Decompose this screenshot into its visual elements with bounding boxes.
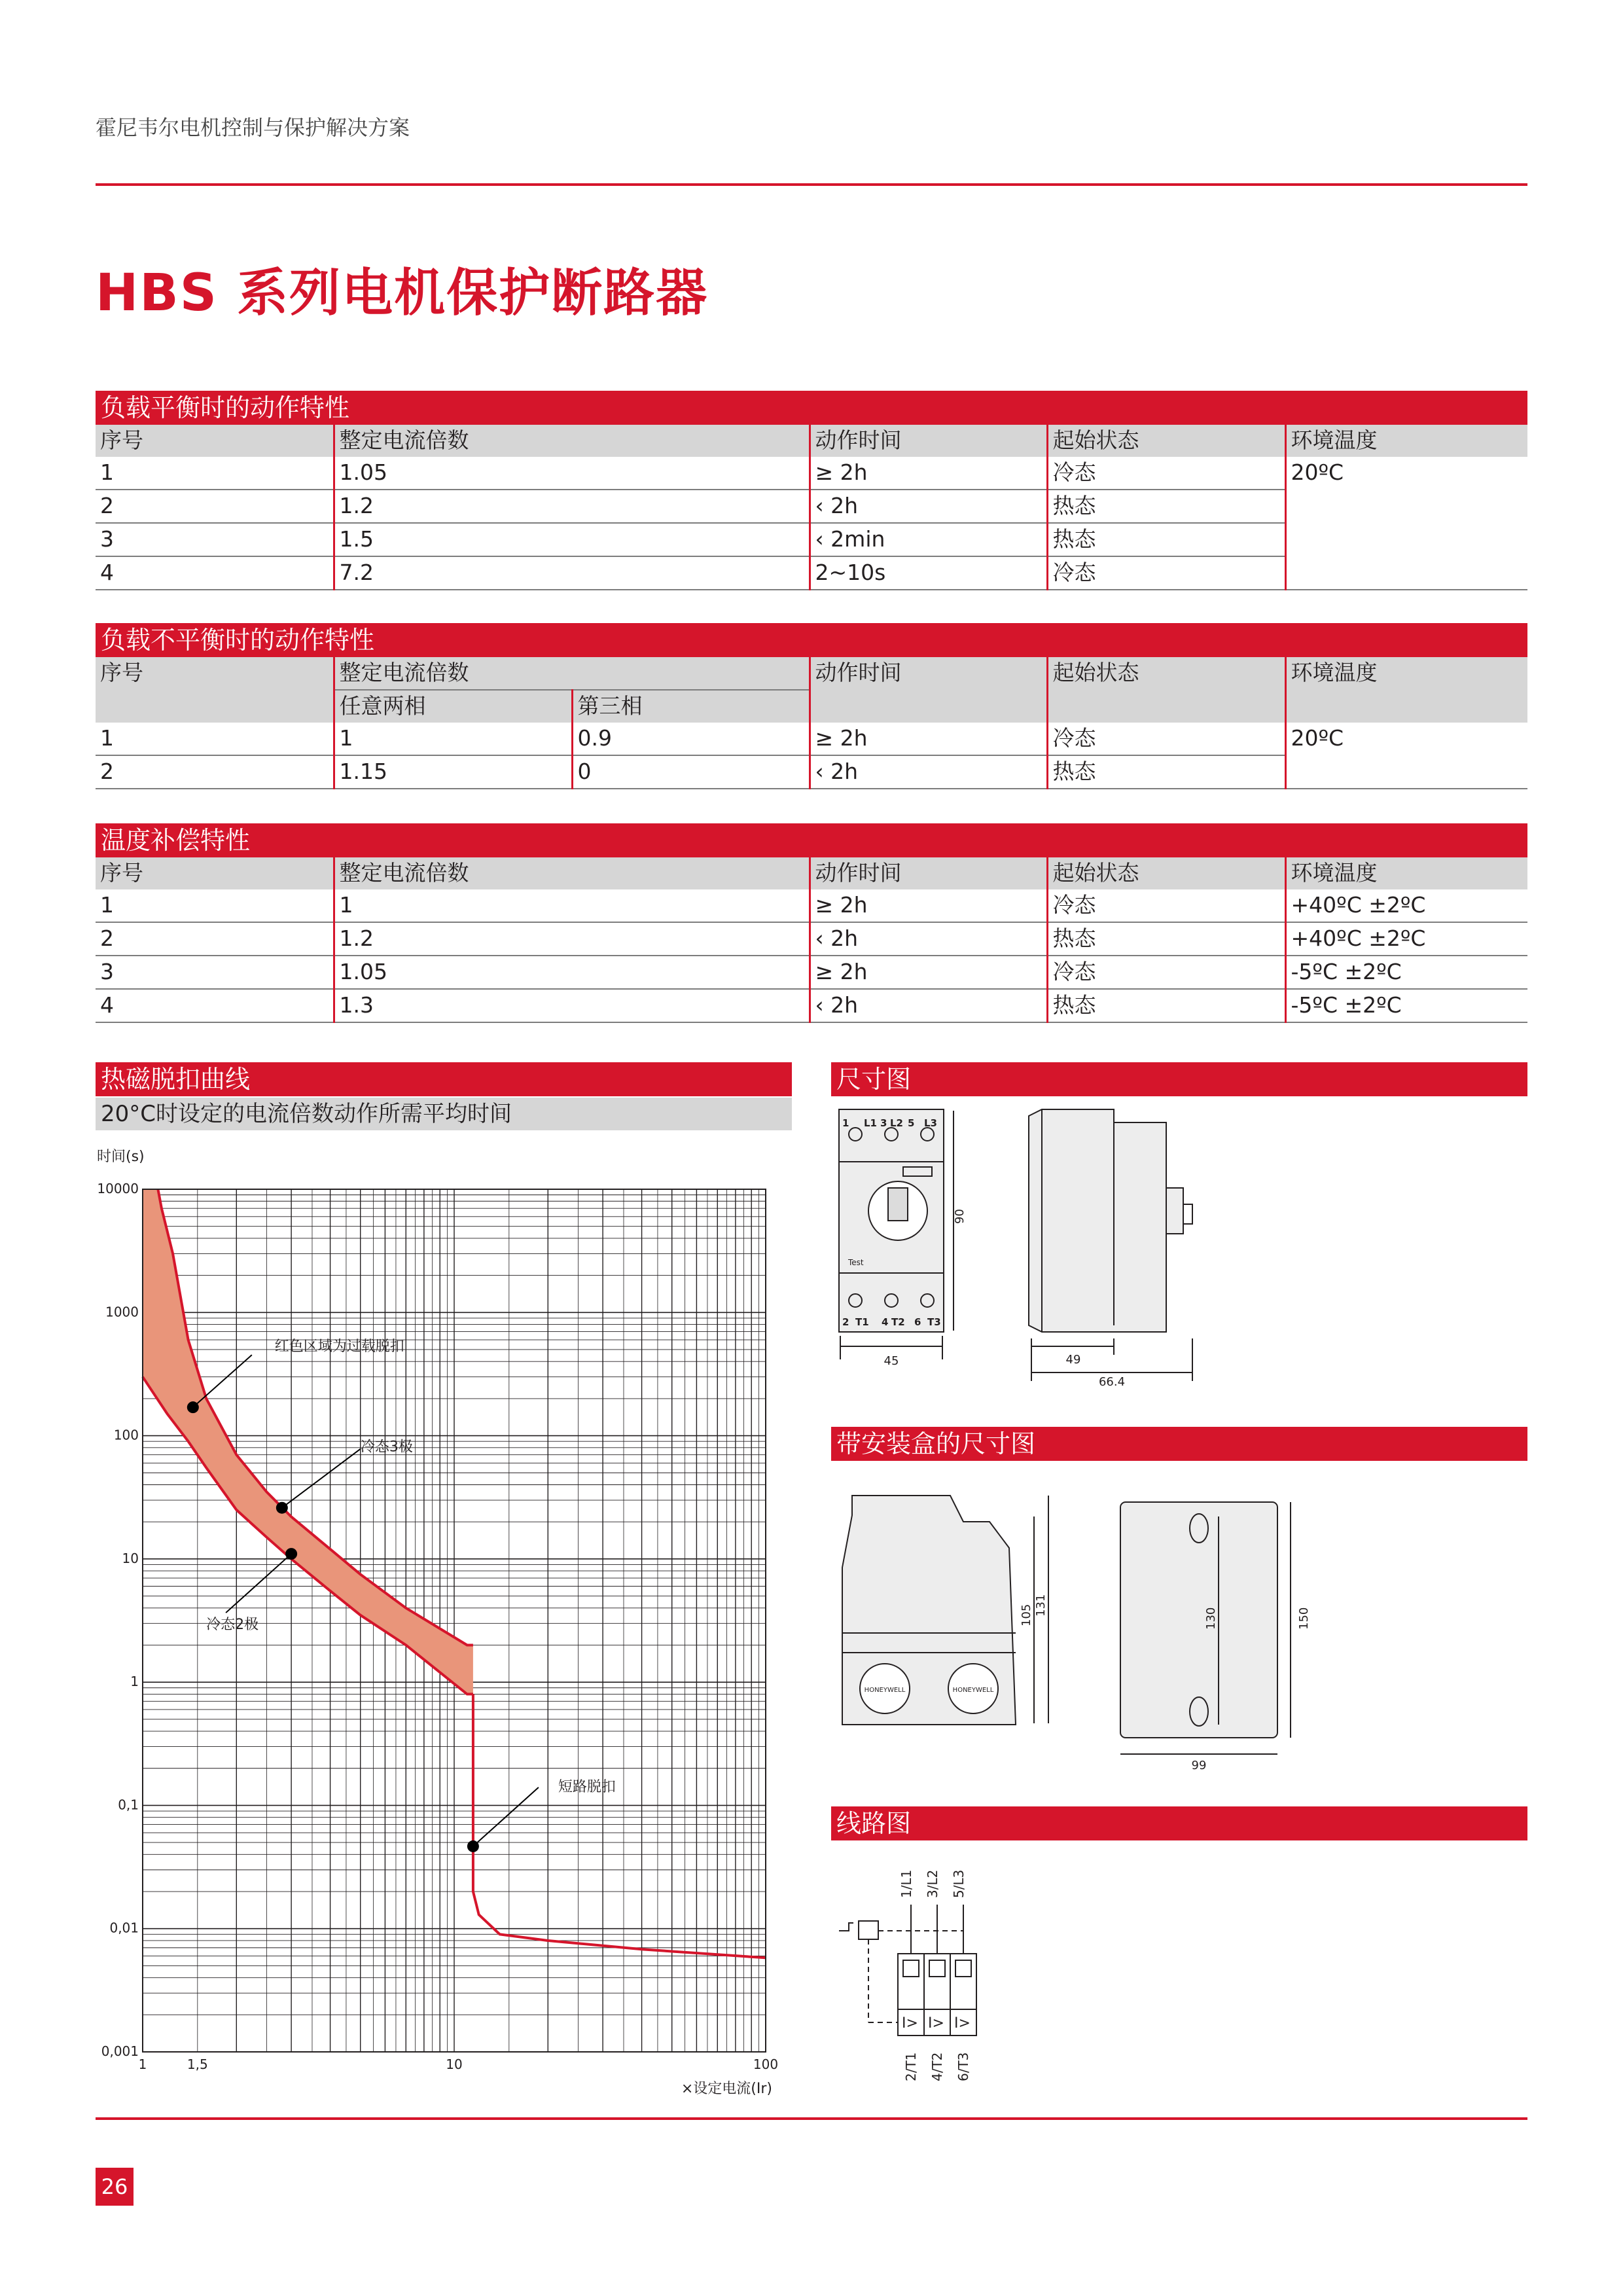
- table-cell: ≥ 2h: [810, 956, 1047, 989]
- table-cell: ‹ 2h: [810, 755, 1047, 789]
- col-header: 序号: [96, 425, 334, 457]
- col-header: 动作时间: [810, 857, 1047, 889]
- dim-h1: 105: [1020, 1604, 1033, 1626]
- table-cell: 冷态: [1047, 556, 1285, 590]
- table-cell: ≥ 2h: [810, 889, 1047, 922]
- y-tick-label: 0,01: [109, 1920, 139, 1936]
- terminal-label-t1: 2/T1: [903, 2052, 919, 2081]
- circuit-section-title: 线路图: [831, 1806, 1527, 1840]
- table-cell: 0.9: [572, 723, 810, 755]
- annotation-leader: [473, 1787, 539, 1846]
- ambient-cell: 20ºC: [1285, 723, 1527, 789]
- header-rule: [96, 183, 1527, 186]
- terminal-top-1: 1: [842, 1117, 849, 1129]
- table-cell: 冷态: [1047, 956, 1285, 989]
- col-header: 起始状态: [1047, 857, 1285, 889]
- dim-h2: 131: [1034, 1594, 1048, 1617]
- table-cell: 4: [96, 989, 334, 1022]
- col-header: 起始状态: [1047, 657, 1285, 723]
- col-header: 整定电流倍数: [334, 857, 810, 889]
- table-row: [96, 989, 1527, 1022]
- temperature-section-title: 温度补偿特性: [96, 823, 1527, 857]
- enclosure-drawing: [826, 1469, 1533, 1777]
- table-cell: 1.05: [334, 457, 810, 490]
- x-tick-label: 1,5: [187, 2056, 208, 2072]
- x-tick-label: 100: [753, 2056, 779, 2072]
- test-label: Test: [848, 1258, 864, 1267]
- x-axis-label: ×设定电流(Ir): [681, 2081, 772, 2097]
- y-tick-label: 1: [130, 1674, 139, 1690]
- terminal-label-l2: 3/L2: [925, 1869, 940, 1898]
- y-tick-label: 0,1: [118, 1797, 139, 1813]
- table-cell: 4: [96, 556, 334, 590]
- col-subheader: 第三相: [572, 690, 810, 723]
- table-header-row: [96, 425, 1527, 457]
- unbalanced-section-title: 负载不平衡时的动作特性: [96, 623, 1527, 657]
- page-number: 26: [96, 2168, 134, 2206]
- table-cell: 2: [96, 922, 334, 956]
- footer-rule: [96, 2117, 1527, 2120]
- terminal-bottom-6: 6: [914, 1316, 921, 1328]
- x-tick-label: 1: [138, 2056, 147, 2072]
- terminal-top-l2: L2: [890, 1117, 903, 1129]
- table-header-row: [96, 857, 1527, 889]
- y-tick-label: 10000: [97, 1181, 139, 1196]
- y-axis-label: 时间(s): [97, 1149, 145, 1165]
- dimension-section-title: 尺寸图: [831, 1062, 1527, 1096]
- table-cell: 1.05: [334, 956, 810, 989]
- col-header: 环境温度: [1285, 425, 1527, 457]
- curve-section-title: 热磁脱扣曲线: [96, 1062, 792, 1096]
- table-row: [96, 956, 1527, 989]
- terminal-bottom-4: 4: [882, 1316, 889, 1328]
- col-header: 动作时间: [810, 425, 1047, 457]
- dim-depth-b: 66.4: [1098, 1375, 1126, 1389]
- y-tick-label: 0,001: [101, 2043, 139, 2059]
- terminal-bottom-2: 2: [842, 1316, 849, 1328]
- chart-annotations: [187, 1338, 616, 1852]
- table-cell: 冷态: [1047, 889, 1285, 922]
- dim-h3: 130: [1204, 1607, 1218, 1630]
- annotation-leader: [282, 1449, 361, 1508]
- terminal-bottom-t3: T3: [927, 1316, 941, 1328]
- annotation-label: 短路脱扣: [558, 1778, 616, 1795]
- relay-symbol: I>: [928, 2015, 944, 2032]
- table-cell: 1: [96, 723, 334, 755]
- table-cell: 热态: [1047, 755, 1285, 789]
- ambient-cell: 20ºC: [1285, 457, 1527, 590]
- table-cell: ≥ 2h: [810, 457, 1047, 490]
- table-cell: 1: [96, 889, 334, 922]
- terminal-label-l1: 1/L1: [899, 1869, 914, 1898]
- table-cell: 1.3: [334, 989, 810, 1022]
- table-cell: 7.2: [334, 556, 810, 590]
- terminal-label-t3: 6/T3: [955, 2052, 971, 2081]
- table-row: [96, 889, 1527, 922]
- col-header: 序号: [96, 657, 334, 723]
- table-header-row: [96, 657, 1527, 690]
- table-cell: 2: [96, 490, 334, 523]
- table-row: [96, 922, 1527, 956]
- table-cell: -5ºC ±2ºC: [1285, 989, 1527, 1022]
- circuit-diagram: [826, 1846, 1101, 2094]
- enclosure-brand-mark: HONEYWELL: [952, 1687, 994, 1694]
- enclosure-back: [1120, 1502, 1277, 1738]
- brand-line: 霍尼韦尔电机控制与保护解决方案: [96, 115, 410, 140]
- dim-depth-a: 49: [1065, 1353, 1081, 1367]
- table-cell: 2: [96, 755, 334, 789]
- enclosure-brand-mark: HONEYWELL: [864, 1687, 906, 1694]
- dim-width: 99: [1191, 1759, 1207, 1772]
- balanced-table: [96, 425, 1527, 590]
- table-cell: 冷态: [1047, 723, 1285, 755]
- dim-h4: 150: [1297, 1607, 1311, 1630]
- trip-curve-chart: [92, 1139, 805, 2108]
- relay-symbol: I>: [954, 2015, 971, 2032]
- table-cell: 3: [96, 523, 334, 556]
- table-cell: 热态: [1047, 490, 1285, 523]
- terminal-label-l3: 5/L3: [951, 1869, 967, 1898]
- col-header: 环境温度: [1285, 657, 1527, 723]
- col-header: 环境温度: [1285, 857, 1527, 889]
- table-cell: 1: [334, 723, 572, 755]
- col-subheader: 任意两相: [334, 690, 572, 723]
- balanced-section-title: 负载平衡时的动作特性: [96, 391, 1527, 425]
- series-line-short-circuit: [473, 1694, 766, 1958]
- table-cell: ‹ 2h: [810, 989, 1047, 1022]
- table-cell: 2~10s: [810, 556, 1047, 590]
- col-header: 起始状态: [1047, 425, 1285, 457]
- table-cell: 热态: [1047, 989, 1285, 1022]
- terminal-top-3: 3: [880, 1117, 887, 1129]
- table-cell: 1.2: [334, 922, 810, 956]
- table-cell: ‹ 2h: [810, 490, 1047, 523]
- table-cell: 1.2: [334, 490, 810, 523]
- table-cell: 1.5: [334, 523, 810, 556]
- annotation-label: 冷态3极: [360, 1439, 413, 1456]
- dimension-drawing: [826, 1103, 1533, 1391]
- y-tick-label: 10: [122, 1550, 139, 1566]
- table-cell: +40ºC ±2ºC: [1285, 922, 1527, 956]
- table-cell: 冷态: [1047, 457, 1285, 490]
- table-cell: 热态: [1047, 523, 1285, 556]
- enclosure-section-title: 带安装盒的尺寸图: [831, 1427, 1527, 1461]
- table-cell: +40ºC ±2ºC: [1285, 889, 1527, 922]
- table-cell: 0: [572, 755, 810, 789]
- table-row: [96, 457, 1527, 490]
- breaker-side: [1029, 1109, 1166, 1332]
- table-cell: 1: [334, 889, 810, 922]
- annotation-label: 冷态2极: [206, 1617, 259, 1634]
- col-header: 序号: [96, 857, 334, 889]
- terminal-bottom-t2: T2: [891, 1316, 905, 1328]
- col-header: 动作时间: [810, 657, 1047, 723]
- annotation-label: 红色区域为过载脱扣: [274, 1338, 404, 1355]
- table-cell: ≥ 2h: [810, 723, 1047, 755]
- terminal-top-l1: L1: [864, 1117, 877, 1129]
- unbalanced-table: [96, 657, 1527, 789]
- terminal-bottom-t1: T1: [855, 1316, 869, 1328]
- temperature-table: [96, 857, 1527, 1023]
- x-tick-label: 10: [446, 2056, 463, 2072]
- col-header: 整定电流倍数: [334, 657, 810, 690]
- y-tick-label: 100: [113, 1427, 139, 1443]
- terminal-top-5: 5: [908, 1117, 915, 1129]
- table-cell: 1.15: [334, 755, 572, 789]
- table-cell: ‹ 2min: [810, 523, 1047, 556]
- annotation-dot: [276, 1502, 288, 1514]
- table-row: [96, 723, 1527, 755]
- curve-subtitle: 20°C时设定的电流倍数动作所需平均时间: [96, 1098, 792, 1130]
- terminal-label-t2: 4/T2: [929, 2052, 945, 2081]
- table-cell: 1: [96, 457, 334, 490]
- table-cell: -5ºC ±2ºC: [1285, 956, 1527, 989]
- y-tick-label: 1000: [105, 1304, 139, 1320]
- table-cell: ‹ 2h: [810, 922, 1047, 956]
- table-cell: 热态: [1047, 922, 1285, 956]
- page-title: HBS 系列电机保护断路器: [96, 264, 709, 323]
- dim-width: 45: [883, 1354, 899, 1368]
- terminal-top-l3: L3: [924, 1117, 937, 1129]
- col-header: 整定电流倍数: [334, 425, 810, 457]
- relay-symbol: I>: [902, 2015, 918, 2032]
- table-cell: 3: [96, 956, 334, 989]
- annotation-leader: [226, 1554, 291, 1613]
- dim-height: 90: [953, 1209, 967, 1224]
